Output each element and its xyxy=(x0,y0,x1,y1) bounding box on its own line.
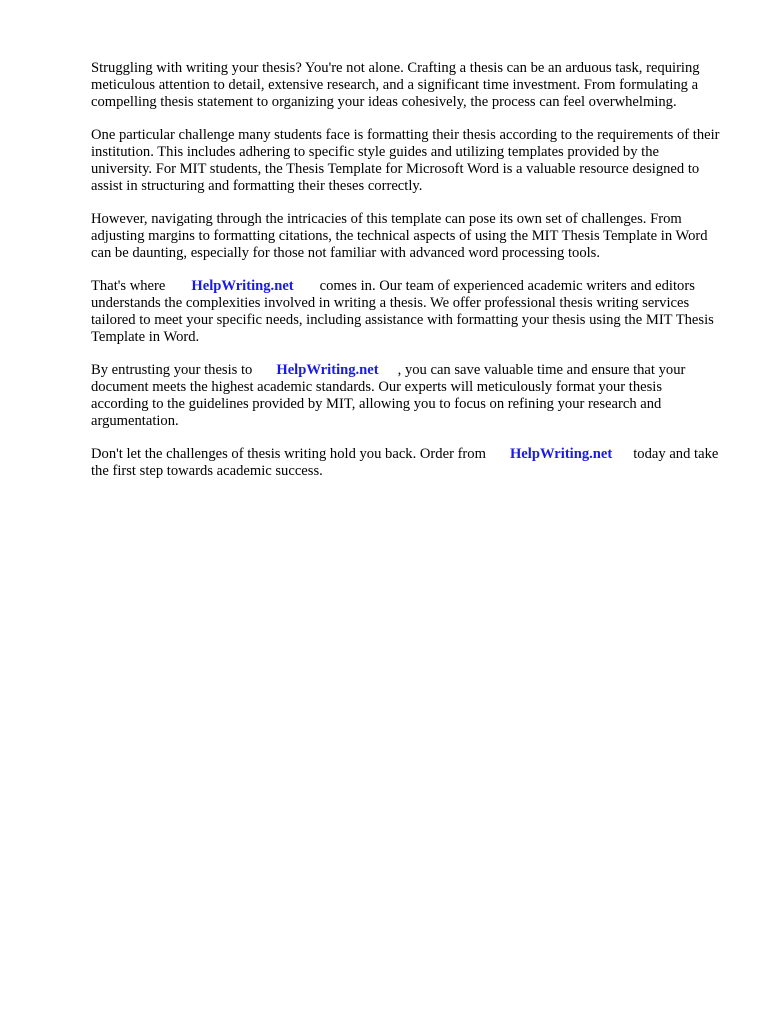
paragraph-entrust xyxy=(91,362,723,430)
paragraph-template-challenges: However, navigating through the intricacies of this template can pose its own set of challenges. From adjusting margins to formatting citations, the technical aspects of using the MIT Thesis Template in Word can be daunting, especially for those not familiar with advanced word processing tools. xyxy=(91,211,708,261)
paragraph-entrust-before: By entrusting your thesis to xyxy=(91,362,253,378)
helpwriting-link-2[interactable]: HelpWriting.net xyxy=(276,362,379,378)
paragraph-formatting-challenge: One particular challenge many students face is formatting their thesis according to the requirements of their institution. This includes adhering to specific style guides and utilizing templates provided by the university. For MIT students, the Thesis Template for Microsoft Word is a valuable resource designed to assist in structuring and formatting their theses correctly. xyxy=(91,127,720,194)
paragraph-service-intro-after: comes in. Our team of experienced academic writers and editors understands the complexities involved in writing a thesis. We offer professional thesis writing services tailored to meet your specific needs, including assistance with formatting your thesis using the MIT Thesis Template in Word. xyxy=(91,278,714,345)
document-page xyxy=(91,60,723,496)
paragraph-service-intro-before: That's where xyxy=(91,278,166,294)
paragraph-service-intro xyxy=(91,278,723,346)
paragraph-intro: Struggling with writing your thesis? You're not alone. Crafting a thesis can be an arduous task, requiring meticulous attention to detail, extensive research, and a significant time investment. From formulating a compelling thesis statement to organizing your ideas cohesively, the process can feel overwhelming. xyxy=(91,60,700,110)
helpwriting-link-1[interactable]: HelpWriting.net xyxy=(191,278,294,294)
paragraph-call-to-action xyxy=(91,446,723,480)
paragraph-call-to-action-before: Don't let the challenges of thesis writing hold you back. Order from xyxy=(91,446,486,462)
helpwriting-link-3[interactable]: HelpWriting.net xyxy=(509,446,613,462)
paragraph-entrust-after: , you can save valuable time and ensure that your document meets the highest academic standards. Our experts will meticulously format your thesis according to the guidelines provided by MIT, allowing you to focus on refining your research and argumentation. xyxy=(91,362,686,429)
paragraph-call-to-action-after: today and take the first step towards academic success. xyxy=(91,446,719,479)
